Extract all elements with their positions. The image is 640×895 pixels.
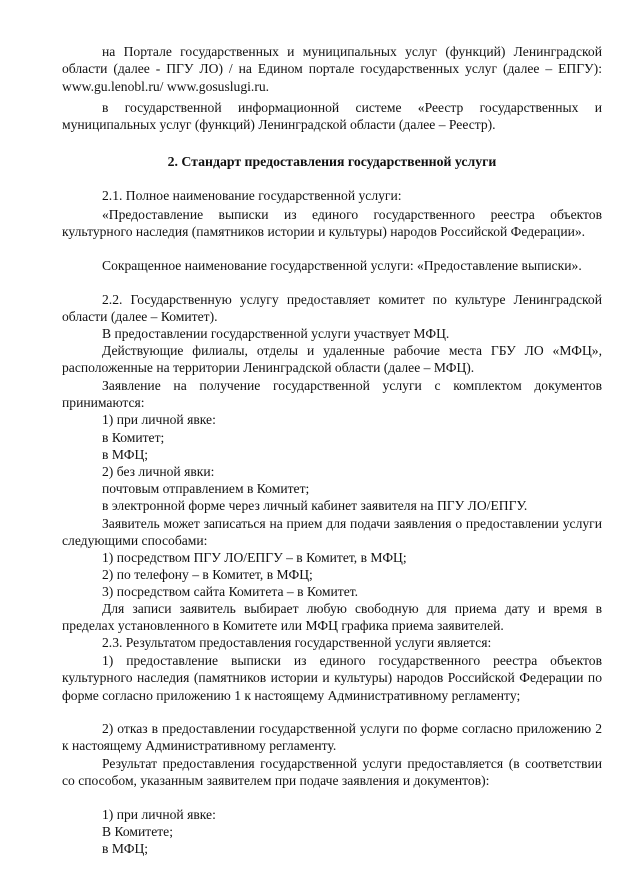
list-item-committee: в Комитет; [102,430,165,445]
paragraph-2-2: 2.2. Государственную услугу предоставляет комитет по культуре Ленинградской области (далее – Комитет). [62,292,602,325]
list-item-portal: 1) посредством ПГУ ЛО/ЕПГУ – в Комитет, в МФЦ; [102,550,407,565]
short-service-name: Сокращенное наименование государственной услуги: «Предоставление выписки». [102,258,582,273]
paragraph-2-1: 2.1. Полное наименование государственной услуги: [102,188,402,203]
appointment-paragraph: Заявитель может записаться на прием для подачи заявления о предоставлении услуги следующими способами: [62,516,602,549]
list-item-no-visit: 2) без личной явки: [102,464,215,479]
result-delivery-paragraph: Результат предоставления государственной услуги предоставляется (в соответствии со способом, указанным заявителем при подаче заявления и документов): [62,756,602,789]
list-item-mfc: в МФЦ; [102,447,149,462]
list-item-personal-visit: 1) при личной явке: [102,412,216,427]
result-item-refusal: 2) отказ в предоставлении государственной услуги по форме согласно приложению 2 к настоящему Административному регламенту. [62,721,602,754]
full-service-name: «Предоставление выписки из единого государственного реестра объектов культурного наследия (памятников истории и культуры) народов Российской Федерации». [62,207,602,240]
delivery-item-personal: 1) при личной явке: [102,807,216,822]
mfc-participation: В предоставлении государственной услуги участвует МФЦ. [102,326,450,341]
delivery-item-mfc: в МФЦ; [102,841,149,856]
intro-registry-paragraph: в государственной информационной системе «Реестр государственных и муниципальных услуг (функций) Ленинградской области (далее – Реестр). [62,100,602,133]
list-item-website: 3) посредством сайта Комитета – в Комитет. [102,584,359,599]
result-item-extract: 1) предоставление выписки из единого государственного реестра объектов культурного наследия (памятников истории и культуры) народов Российской Федерации по форме согласно приложению 1 к настоящему Административному регламенту; [62,653,602,703]
list-item-phone: 2) по телефону – в Комитет, в МФЦ; [102,567,313,582]
mfc-branches: Действующие филиалы, отделы и удаленные рабочие места ГБУ ЛО «МФЦ», расположенные на территории Ленинградской области (далее – МФЦ). [62,343,602,376]
application-acceptance: Заявление на получение государственной услуги с комплектом документов принимаются: [62,378,602,411]
list-item-electronic: в электронной форме через личный кабинет заявителя на ПГУ ЛО/ЕПГУ. [102,498,528,513]
delivery-item-committee: В Комитете; [102,824,173,839]
paragraph-2-3: 2.3. Результатом предоставления государственной услуги является: [102,635,492,650]
list-item-postal: почтовым отправлением в Комитет; [102,481,310,496]
appointment-time-paragraph: Для записи заявитель выбирает любую свободную для приема дату и время в пределах установленного в Комитете или МФЦ графика приема заявителей. [62,601,602,634]
intro-portal-paragraph: на Портале государственных и муниципальных услуг (функций) Ленинградской области (далее - ПГУ ЛО) / на Едином портале государственных услуг (далее – ЕПГУ): www.gu.lenobl.ru/ www.gosuslugi.ru. [62,44,602,94]
section-heading: 2. Стандарт предоставления государственной услуги [167,154,497,169]
